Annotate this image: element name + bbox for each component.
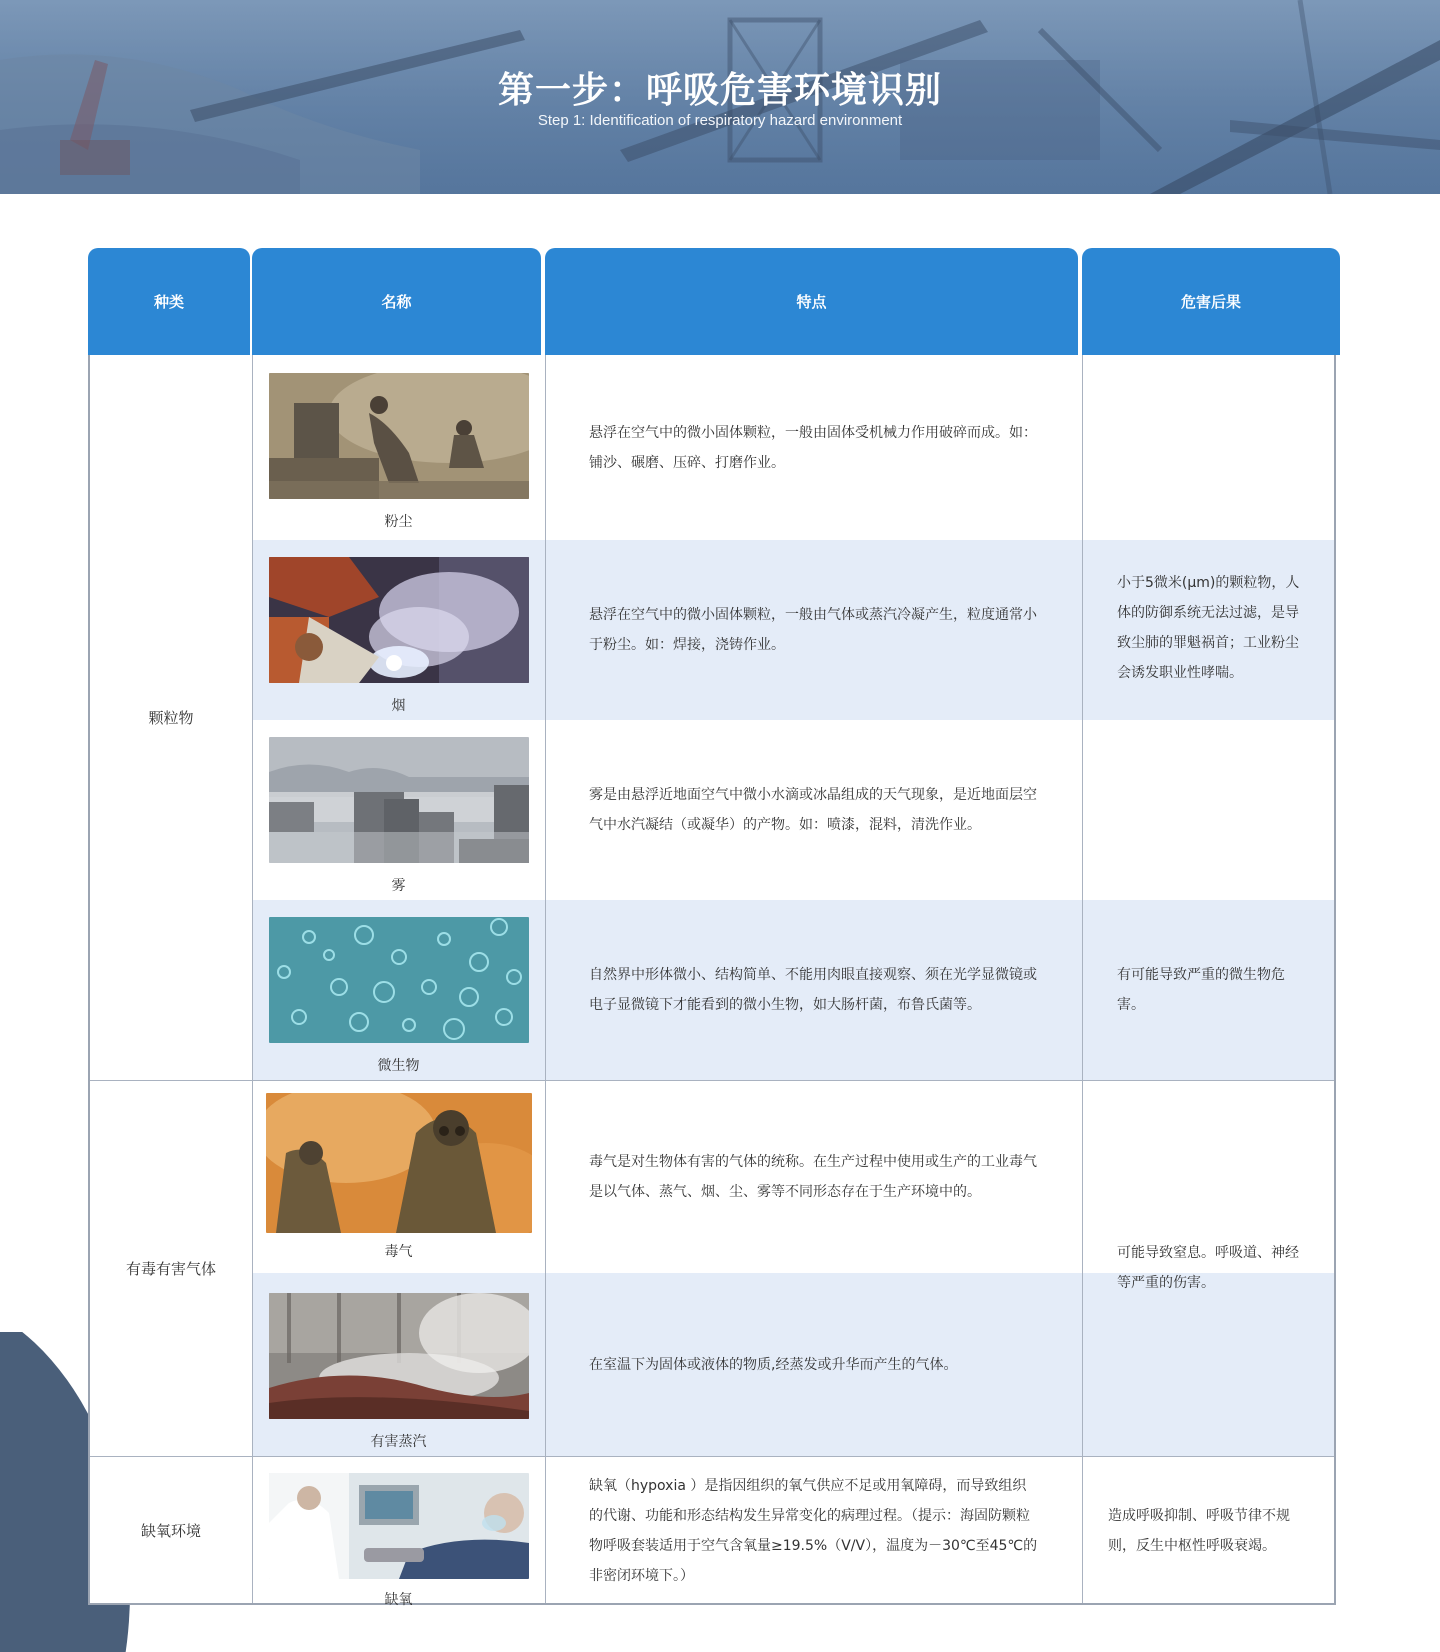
harm-text-toxic-gas: 可能导致窒息。呼吸道、神经等严重的伤害。	[1117, 1245, 1299, 1291]
feature-text: 在室温下为固体或液体的物质,经蒸发或升华而产生的气体。	[589, 1356, 958, 1373]
category-particulate: 颗粒物	[148, 709, 194, 727]
category-hypoxia: 缺氧环境	[140, 1522, 201, 1540]
header-category: 种类	[88, 248, 250, 355]
toxic-gas-photo-icon	[266, 1093, 532, 1233]
header-harm: 危害后果	[1082, 248, 1340, 355]
name-label: 缺氧	[384, 1592, 413, 1608]
name-label: 烟	[391, 698, 406, 714]
name-cell	[252, 557, 545, 715]
fog-city-photo-icon	[269, 737, 529, 863]
dust-photo-icon	[269, 373, 529, 499]
feature-text: 悬浮在空气中的微小固体颗粒，一般由固体受机械力作用破碎而成。如：铺沙、碾磨、压碎、打磨作业。	[589, 424, 1037, 471]
page-banner	[0, 0, 1440, 194]
steam-photo-icon	[269, 1293, 529, 1419]
harm-text-particulate: 小于5微米(μm)的颗粒物，人体的防御系统无法过滤，是导致尘肺的罪魁祸首；工业粉尘会诱发职业性哮喘。	[1117, 574, 1300, 681]
microbe-photo-icon	[269, 917, 529, 1043]
category-toxic-gas: 有毒有害气体	[125, 1259, 216, 1278]
harm-text-microbe: 有可能导致严重的微生物危害。	[1117, 967, 1285, 1013]
name-cell	[252, 917, 545, 1075]
welding-smoke-photo-icon	[269, 557, 529, 683]
feature-text: 毒气是对生物体有害的气体的统称。在生产过程中使用或生产的工业毒气是以气体、蒸气、烟、尘、雾等不同形态存在于生产环境中的。	[589, 1153, 1037, 1200]
page-title: 第一步：呼吸危害环境识别	[497, 70, 942, 111]
name-label: 有害蒸汽	[370, 1434, 427, 1450]
name-cell	[252, 1473, 545, 1609]
page-subtitle: Step 1: Identification of respiratory hazard environment	[537, 112, 903, 129]
feature-text: 雾是由悬浮近地面空气中微小水滴或冰晶组成的天气现象，是近地面层空气中水汽凝结（或凝华）的产物。如：喷漆，混料，清洗作业。	[589, 787, 1037, 833]
name-label: 粉尘	[384, 514, 413, 530]
name-cell	[252, 373, 545, 531]
name-cell	[252, 1293, 545, 1451]
name-label: 微生物	[377, 1058, 420, 1074]
name-label: 毒气	[384, 1244, 413, 1260]
feature-text: 自然界中形体微小、结构简单、不能用肉眼直接观察、须在光学显微镜或电子显微镜下才能看到的微小生物，如大肠杆菌，布鲁氏菌等。	[589, 967, 1037, 1013]
hazard-table	[88, 248, 1340, 1608]
header-feature: 特点	[545, 248, 1078, 355]
name-cell	[252, 737, 545, 895]
table-body	[88, 355, 1336, 1608]
feature-text: 悬浮在空气中的微小固体颗粒，一般由气体或蒸汽冷凝产生，粒度通常小于粉尘。如：焊接，浇铸作业。	[589, 607, 1037, 653]
hospital-oxygen-photo-icon	[269, 1473, 529, 1579]
name-label: 雾	[391, 878, 406, 894]
name-cell	[252, 1093, 545, 1261]
table-header-row	[88, 248, 1340, 355]
header-name: 名称	[252, 248, 541, 355]
feature-text: 缺氧（hypoxia ）是指因组织的氧气供应不足或用氧障碍，而导致组织的代谢、功能和形态结构发生异常变化的病理过程。（提示：海固防颗粒物呼吸套装适用于空气含氧量≥19.5%（V/V），温度为－30℃至45℃的非密闭环境下。）	[589, 1477, 1038, 1584]
harm-text-hypoxia: 造成呼吸抑制、呼吸节律不规则，反生中枢性呼吸衰竭。	[1108, 1507, 1290, 1554]
